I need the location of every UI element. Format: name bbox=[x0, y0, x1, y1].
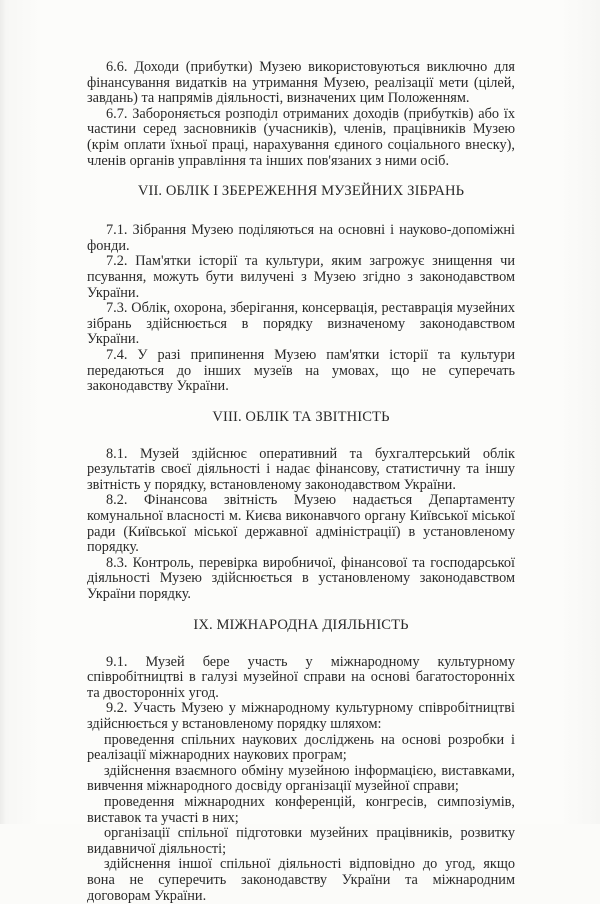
paragraph-8-1: 8.1. Музей здійснює оперативний та бухгалтерський облік результатів своєї діяльності і надає фінансову, статистичну та іншу звітність у порядку, встановленому законодавством України. bbox=[87, 445, 515, 493]
section-9-title: IX. МІЖНАРОДНА ДІЯЛЬНІСТЬ bbox=[193, 616, 409, 633]
section-8 bbox=[87, 409, 515, 603]
paragraph-7-3: 7.3. Облік, охорона, зберігання, консервація, реставрація музейних зібрань здійснюється в порядку визначеному законодавством України. bbox=[87, 300, 515, 348]
list-item: проведення спільних наукових досліджень на основі розробки і реалізації міжнародних наукових програм; bbox=[87, 731, 515, 764]
list-item: організації спільної підготовки музейних працівників, розвитку видавничої діяльності; bbox=[87, 825, 515, 857]
paragraph-6-7: 6.7. Забороняється розподіл отриманих доходів (прибутків) або їх частини серед засновників (учасників), членів, працівників Музею (крім оплати їхньої праці, нарахування єдиного соціального внеску), членів органів управління та інших пов'язаних з ними осіб. bbox=[87, 105, 515, 169]
paragraph-7-2: 7.2. Пам'ятки історії та культури, яким загрожує знищення чи псування, можуть бути вилучені з Музею згідно з законодавством України. bbox=[87, 253, 515, 301]
document-body bbox=[87, 60, 515, 904]
paragraph-6-6: 6.6. Доходи (прибутки) Музею використовуються виключно для фінансування видатків на утримання Музею, реалізації мети (цілей, завдань) та напрямів діяльності, визначених цим Положенням. bbox=[87, 59, 515, 107]
section-8-title: VIII. ОБЛІК ТА ЗВІТНІСТЬ bbox=[212, 408, 390, 425]
section-7-title: VII. ОБЛІК І ЗБЕРЕЖЕННЯ МУЗЕЙНИХ ЗІБРАНЬ bbox=[137, 183, 465, 200]
section-6 bbox=[87, 60, 515, 169]
paragraph-7-4: 7.4. У разі припинення Музею пам'ятки історії та культури передаються до інших музеїв на умовах, що не суперечать законодавству України. bbox=[87, 346, 515, 395]
paragraph-9-2: 9.2. Участь Музею у міжнародному культурному співробітництві здійснюється у встановленому порядку шляхом: bbox=[87, 700, 515, 732]
section-9 bbox=[87, 617, 515, 904]
paragraph-9-1: 9.1. Музей бере участь у міжнародному культурному співробітництві в галузі музейної справи на основі багатосторонніх та двосторонніх угод. bbox=[87, 653, 515, 701]
list-item: здійснення іншої спільної діяльності відповідно до угод, якщо вона не суперечить законодавству України та міжнародним договорам України. bbox=[87, 856, 515, 904]
list-item: проведення міжнародних конференцій, конгресів, симпозіумів, виставок та участі в них; bbox=[87, 793, 515, 826]
paragraph-8-2: 8.2. Фінансова звітність Музею надається Департаменту комунальної власності м. Києва виконавчого органу Київської міської ради (Київської міської державної адміністрації) в установленому порядку. bbox=[87, 492, 515, 556]
paragraph-8-3: 8.3. Контроль, перевірка виробничої, фінансової та господарської діяльності Музею здійснюється в установленому законодавством України порядку. bbox=[87, 554, 515, 603]
list-item: здійснення взаємного обміну музейною інформацією, виставками, вивчення міжнародного досвіду організації музейної справи; bbox=[87, 762, 515, 795]
paragraph-7-1: 7.1. Зібрання Музею поділяються на основні і науково-допоміжні фонди. bbox=[87, 222, 515, 254]
section-7 bbox=[87, 183, 515, 395]
